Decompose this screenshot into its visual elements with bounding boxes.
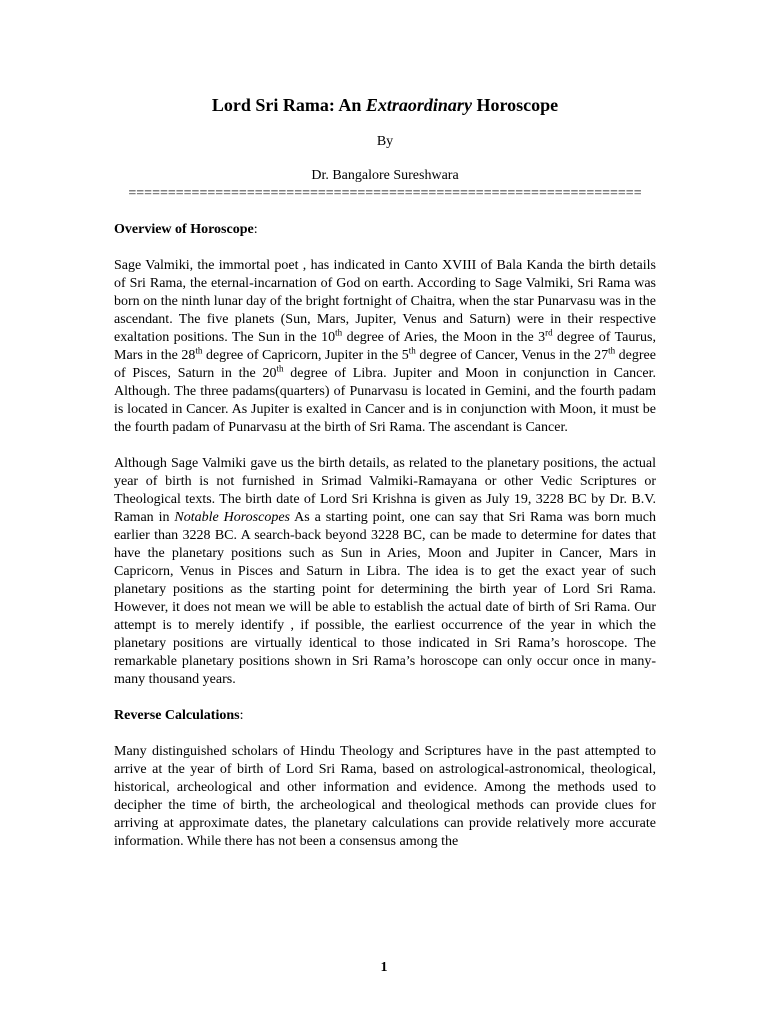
paragraph-scholars: Many distinguished scholars of Hindu Theology and Scriptures have in the past attempted to arrive at the year of birth of Lord Sri Rama, based on astrological-astronomical, theological, historical, archeological and other information and evidence. Among the methods used to decipher the time of birth, the archeological and theological methods can provide clues for arriving at approximate dates, the planetary calculations can provide relatively more accurate information. While there has not been a consensus among the <box>114 744 656 849</box>
title-text-end: Horoscope <box>471 95 559 115</box>
paragraph-birth-details <box>114 257 656 437</box>
ordinal-suffix: rd <box>545 327 553 338</box>
author-name: Dr. Bangalore Sureshwara <box>311 168 459 183</box>
paragraph-text: Although Sage Valmiki gave us the birth details, as related to the planetary positions, the actual year of birth is not furnished in Srimad Valmiki-Ramayana or other Vedic Scriptures or Theological texts. The birth date of Lord Sri Krishna is given as July 19, 3228 BC by Dr. B.V. Raman in <box>114 456 656 525</box>
section-heading-overview: Overview of Horoscope <box>114 222 254 237</box>
paragraph-text: degree of Libra. Jupiter and Moon in conjunction in Cancer. Although. The three padams(quarters) of Punarvasu is located in Gemini, and the fourth padam is located in Cancer. As Jupiter is exalted in Cancer and is in conjunction with Moon, it must be the fourth padam of Punarvasu at the birth of Sri Rama. The ascendant is Cancer. <box>114 366 656 435</box>
ordinal-suffix: th <box>276 363 284 374</box>
paragraph-text: Sage Valmiki, the immortal poet , has indicated in Canto XVIII of Bala Kanda the birth details of Sri Rama, the eternal-incarnation of God on earth. According to Sage Valmiki, Sri Rama was born on the ninth lunar day of the bright fortnight of Chaitra, when the star Punarvasu was in the ascendant. The five planets (Sun, Mars, Jupiter, Venus and Saturn) were in their respective exaltation positions. The Sun in the 10 <box>114 258 656 345</box>
paragraph-text: degree of Capricorn, Jupiter in the 5 <box>202 348 409 363</box>
ordinal-suffix: th <box>195 345 203 356</box>
document-title <box>114 93 656 117</box>
byline-label: By <box>376 134 394 149</box>
paragraph-text: As a starting point, one can say that Sri Rama was born much earlier than 3228 BC. A search-back beyond 3228 BC, can be made to determine for dates that have the planetary positions such as Sun in Aries, Moon and Jupiter in Cancer, Mars in Capricorn, Venus in Pisces and Saturn in Libra. The idea is to get the exact year of such planetary positions as the starting point for determining the birth year of Lord Sri Rama. However, it does not mean we will be able to establish the actual date of birth of Sri Rama. Our attempt is to merely identify , if possible, the earliest occurrence of the year in which the planetary positions are virtually identical to those indicated in Sri Rama’s horoscope. The remarkable planetary positions shown in Sri Rama’s horoscope can only occur once in many-many thousand years. <box>114 510 656 687</box>
section-reverse-calculations <box>114 707 656 851</box>
section-overview <box>114 221 656 689</box>
ordinal-suffix: th <box>608 345 616 356</box>
page-number: 1 <box>380 960 388 975</box>
ordinal-suffix: th <box>335 327 343 338</box>
section-heading-reverse-calculations: Reverse Calculations <box>114 708 240 723</box>
document-page <box>114 93 656 851</box>
title-text-start: Lord Sri Rama: An <box>211 95 366 115</box>
paragraph-text: degree of Cancer, Venus in the 27 <box>415 348 609 363</box>
book-title: Notable Horoscopes <box>174 510 290 525</box>
title-italic-text: Extraordinary <box>365 95 472 115</box>
paragraph-text: degree of Pisces, Saturn in the 20 <box>114 348 656 381</box>
paragraph-text: degree of Taurus, Mars in the 28 <box>114 330 656 363</box>
paragraph-birth-year <box>114 455 656 689</box>
section-heading-colon: : <box>253 222 258 237</box>
section-heading-colon: : <box>239 708 244 723</box>
ordinal-suffix: th <box>408 345 416 356</box>
separator-rule: ================================================================= <box>128 186 642 201</box>
paragraph-text: degree of Aries, the Moon in the 3 <box>342 330 546 345</box>
